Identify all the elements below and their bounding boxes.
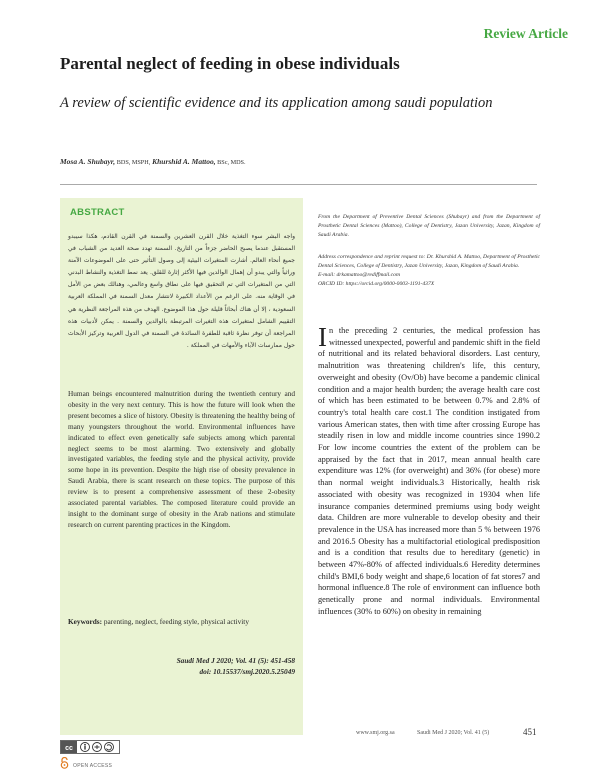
citation-volume: Saudi Med J 2020; Vol. 41 (5): 451-458 — [176, 656, 295, 665]
open-access-label: OPEN ACCESS — [73, 763, 113, 769]
article-title: Parental neglect of feeding in obese individuals — [60, 54, 400, 73]
correspondence-orcid[interactable]: ORCID ID: https://orcid.org/0000-0003-1191-437X — [318, 281, 435, 288]
correspondence-address: Address correspondence and reprint request to: Dr. Khurshid A. Mattoo, Department of Prosthetic Dental Sciences, College of Dentistry, Jazan University, Jazan, Kingdom of Saudi Arabia. — [318, 254, 540, 270]
body-text — [318, 322, 540, 618]
keywords-label: Keywords: — [68, 617, 103, 626]
article-subtitle: A review of scientific evidence and its application among saudi population — [60, 95, 493, 111]
citation-doi[interactable]: doi: 10.15537/smj.2020.5.25049 — [199, 667, 295, 676]
body-paragraph: n the preceding 2 centuries, the medical profession has witnessed unexpected, powerful and pandemic shift in the field of nutritional and its related behavioral disorders. Last century, malnutrition was threatening children's life, this century, overweight and obesity (Ov/Ob) have become a pandemic clinical condition and a major health burden; the average health care cost of which has been estimated to be between 0.7% and 2.8% of country's total health care cost.1 The condition instigated from various American states, then with time after crossing Europe has steadily risen in low and middle income countries since 1990.2 For low income countries the extent of the problem can be appraised by the fact that in 2017, mean annual health care expenditure was 12% (for overweight) and 36% (for obese) more than normal weight individuals.3 Historically, health risk associated with obesity was recognized in 19304 when life insurance companies determined premiums using body weight data. Children are more vulnerable to develop obesity and their prevalence in the USA has increased more than 5 % between 1976 and 2016.5 Obesity has a multifactorial etiological predisposition and is a condition that results due to hereditary (genetic) in between 47%-80% of affected individuals.6 Heredity determines child's BMI,6 body weight and shape,6 location of fat stores7 and hormonal influence.8 The role of environment can influence both genetically prone and normal individuals. Environmental influences (30% to 60%) on obesity in remaining — [318, 326, 540, 616]
drop-cap: I — [318, 322, 327, 352]
author-credentials: BDS, MSPH, — [115, 159, 151, 166]
header-divider — [60, 184, 537, 185]
keywords — [68, 616, 295, 627]
article-type-label: Review Article — [483, 26, 568, 41]
english-abstract: Human beings encountered malnutrition during the twentieth century and obesity in the very next century. This is how the future will look when the present becomes a slice of history. Obesity is threatening the healthy being of many youngsters throughout the world. Environmental influences have indicated to effect even genetically safe subjects among which parental neglect seems to be most alarming. Two extensively and globally investigated variables, the feeding style and the physical activity, provide some hope in its prevention. Despite the high rise of obesity prevalence in Saudi Arabia, there is scant research on these topics. The purpose of this review is to present a comprehensive assessment of these 2-obesity associated parental variables. The composed literature could provide an insight to the dominant surge of obesity in the Arab nations and stimulate research on current parenting practices in the Kingdom. — [68, 389, 295, 529]
cc-label: cc — [65, 745, 73, 752]
author-list — [60, 157, 540, 166]
open-access-logo — [60, 754, 112, 772]
abstract-heading: ABSTRACT — [70, 207, 125, 218]
journal-website[interactable]: www.smj.org.sa — [356, 730, 395, 736]
correspondence-email[interactable]: E-mail: drkamattoo@rediffmail.com — [318, 272, 400, 279]
open-lock-icon — [60, 757, 69, 769]
author-name: Mosa A. Shubayr, — [60, 157, 116, 166]
arabic-abstract: واجه البشر سوء التغذية خلال القرن العشرين والسمنة في القرن القادم، هكذا سيبدو المستقبل عندما يصبح الحاضر جزءاً من التاريخ. السمنة تهدد صحة العديد من الشباب في جميع أنحاء العالم. أشارت المتغيرات البيئية إلى وصول التأثير حتى على الموضوعات الآمنة وراثياً والتي يبدو أن إهمال الوالدين فيها الأكثر إثارة للقلق. يعد نمط التغذية والنشاط البدني التي من المتغيرات التي تم التحقيق فيها على نطاق واسع وعالمي، وهنالك بعض من الأمل في الوقاية منه. على الرغم من الأعداد الكبيرة لانتشار معدل السمنة في المملكة العربية السعودية ، إلا أن هناك أبحاثاً قليلة حول هذا الموضوع. الهدف من هذه المراجعة النظرية هي التقييم الشامل لمتغيرات هذه التغيرات المرتبطة بالوالدين والسمنة . يمكن لأدبيات هذه المراجعة أن توفر نظرة ثاقبة للطفرة السائدة في السمنة في الدول العربية وتركيز الأبحاث حول ممارسات الآباء والأمهات في المملكة . — [68, 233, 295, 349]
page-number: 451 — [523, 727, 537, 737]
footer-citation: Saudi Med J 2020; Vol. 41 (5) — [417, 730, 490, 736]
journal-citation — [68, 655, 295, 677]
author-name: Khurshid A. Mattoo, — [152, 157, 216, 166]
creative-commons-icon[interactable] — [60, 740, 120, 754]
keywords-text: parenting, neglect, feeding style, physical activity — [102, 617, 249, 626]
correspondence-note — [318, 253, 540, 289]
author-credentials: BSc, MDS. — [215, 159, 246, 166]
affiliation-note: From the Department of Preventive Dental Sciences (Shubayr) and from the Department of Prosthetic Dental Sciences (Mattoo), College of Dentistry, Jazan University, Jazan, Kingdom of Saudi Arabia. — [318, 214, 540, 239]
